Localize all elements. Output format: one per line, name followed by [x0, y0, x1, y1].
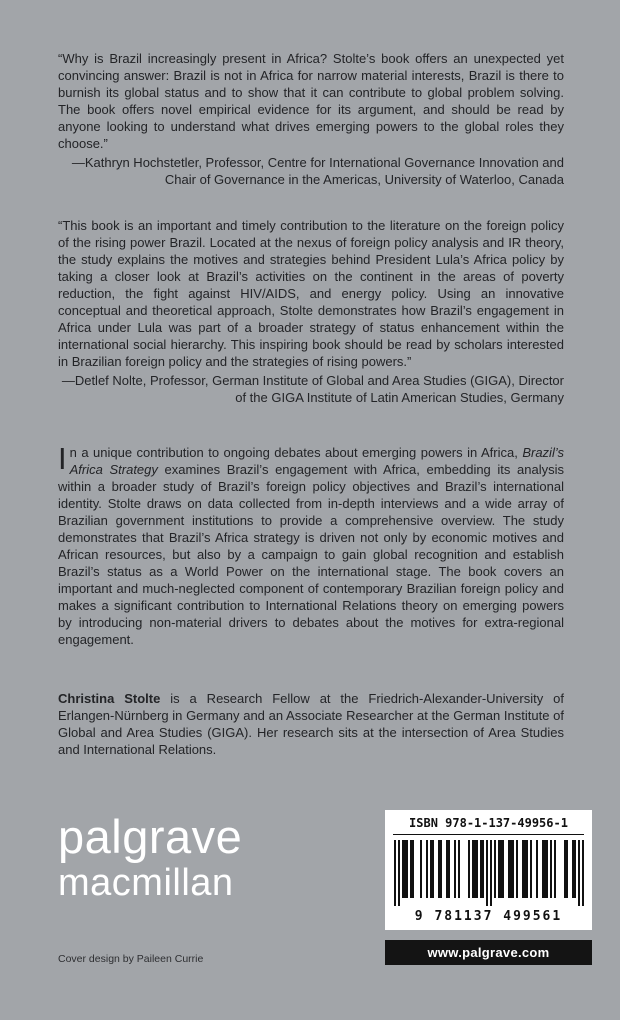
barcode-bar — [546, 840, 548, 898]
barcode-bar — [554, 840, 556, 898]
quote-text: “This book is an important and timely contribution to the literature on the foreign policy of the rising power Brazil. Located at the nexus of foreign policy analysis and IR theory, the study explains the motives and strategies behind President Lula’s Africa policy by taking a closer look at Brazil’s activities on the continent in the areas of poverty reduction, the fight against HIV/AIDS, and energy policy. Using an innovative conceptual and theoretical approach, Stolte demonstrates how Brazil’s engagement in Africa under Lula was part of a broader strategy of status enhancement within the international social hierarchy. This inspiring book should be read by scholars interested in Brazilian foreign policy and the strategies of rising powers.” — [58, 218, 564, 369]
barcode-bar — [482, 840, 484, 898]
author-bio — [58, 690, 564, 758]
barcode-bar — [468, 840, 470, 898]
isbn-label: ISBN 978-1-137-49956-1 — [393, 816, 584, 835]
quote-text: “Why is Brazil increasingly present in Africa? Stolte’s book offers an unexpected yet convincing answer: Brazil is not in Africa for narrow material interests, Brazil is there to burnish its global status and to show that it can contribute to global problem solving. The book offers novel empirical evidence for its argument, and should be read by anyone looking to understand what drives emerging powers to the global roles they choose.” — [58, 51, 564, 151]
barcode-bar — [394, 840, 396, 906]
publisher-website-strip — [385, 940, 592, 965]
barcode-bar — [398, 840, 400, 906]
description-rest: examines Brazil’s engagement with Africa, embedding its analysis within a broader study of Brazil’s foreign policy objectives and Brazil’s international identity. Stolte draws on data collected from in-depth interviews and a wide array of Brazilian government institutions to provide a comprehensive overview. The study demonstrates that Brazil’s Africa strategy is driven not only by economic motives and African resources, but also by a campaign to gain global recognition and establish Brazil’s status as a World Power on the international stage. The book covers an important and much-neglected component of contemporary Brazilian foreign policy and makes a significant contribution to International Relations theory on emerging powers by introducing non-material drivers to debates about the motives for extra-regional engagement. — [58, 462, 564, 647]
barcode-bar — [574, 840, 576, 898]
barcode-bar — [490, 840, 492, 906]
barcode-bar — [448, 840, 450, 898]
text-column — [58, 50, 564, 758]
barcode-bar — [536, 840, 538, 898]
logo-macmillan: macmillan — [58, 862, 234, 904]
barcode-panel — [385, 810, 592, 930]
barcode-bar — [426, 840, 428, 898]
logo-palgrave: palgrave — [58, 810, 243, 863]
author-name: Christina Stolte — [58, 691, 161, 706]
barcode-bar — [420, 840, 422, 898]
barcode-bars — [394, 840, 584, 908]
barcode-bar — [494, 840, 496, 898]
barcode-bar — [454, 840, 456, 898]
book-title-italic: Brazil’s Africa Strategy — [69, 445, 564, 477]
barcode-bar — [432, 840, 434, 898]
barcode-bar — [458, 840, 460, 898]
barcode-bar — [512, 840, 514, 898]
barcode-bar — [566, 840, 568, 898]
barcode-bar — [582, 840, 584, 906]
barcode-bar — [578, 840, 580, 906]
palgrave-macmillan-logo — [58, 812, 242, 904]
quote-attribution: —Kathryn Hochstetler, Professor, Centre for International Governance Innovation and Chair of Governance in the Americas, University of Waterloo, Canada — [71, 155, 564, 187]
endorsement-quote-1 — [58, 50, 564, 188]
description-lead: n a unique contribution to ongoing debates about emerging powers in Africa, — [69, 445, 523, 460]
barcode-number: 9 781137 499561 — [414, 909, 563, 924]
barcode-bar — [530, 840, 532, 898]
barcode-bar — [412, 840, 414, 898]
drop-cap: I — [58, 441, 67, 476]
barcode-bar — [406, 840, 408, 898]
barcode-bar — [550, 840, 552, 898]
barcode-bar — [486, 840, 488, 906]
author-bio-text: is a Research Fellow at the Friedrich-Alexander-University of Erlangen-Nürnberg in Germany and an Associate Researcher at the German Institute of Global and Area Studies (GIGA). Her research sits at the intersection of Area Studies and International Relations. — [58, 691, 564, 757]
barcode-bar — [440, 840, 442, 898]
barcode-bar — [516, 840, 518, 898]
endorsement-quote-2 — [58, 217, 564, 406]
barcode-bar — [526, 840, 528, 898]
cover-design-credit: Cover design by Paileen Currie — [58, 953, 204, 965]
publisher-website: www.palgrave.com — [427, 945, 550, 960]
barcode-bar — [502, 840, 504, 898]
book-description — [58, 441, 564, 648]
quote-attribution: —Detlef Nolte, Professor, German Institute of Global and Area Studies (GIGA), Director of the GIGA Institute of Latin American Studies, Germany — [61, 373, 564, 405]
barcode-bar — [476, 840, 478, 898]
